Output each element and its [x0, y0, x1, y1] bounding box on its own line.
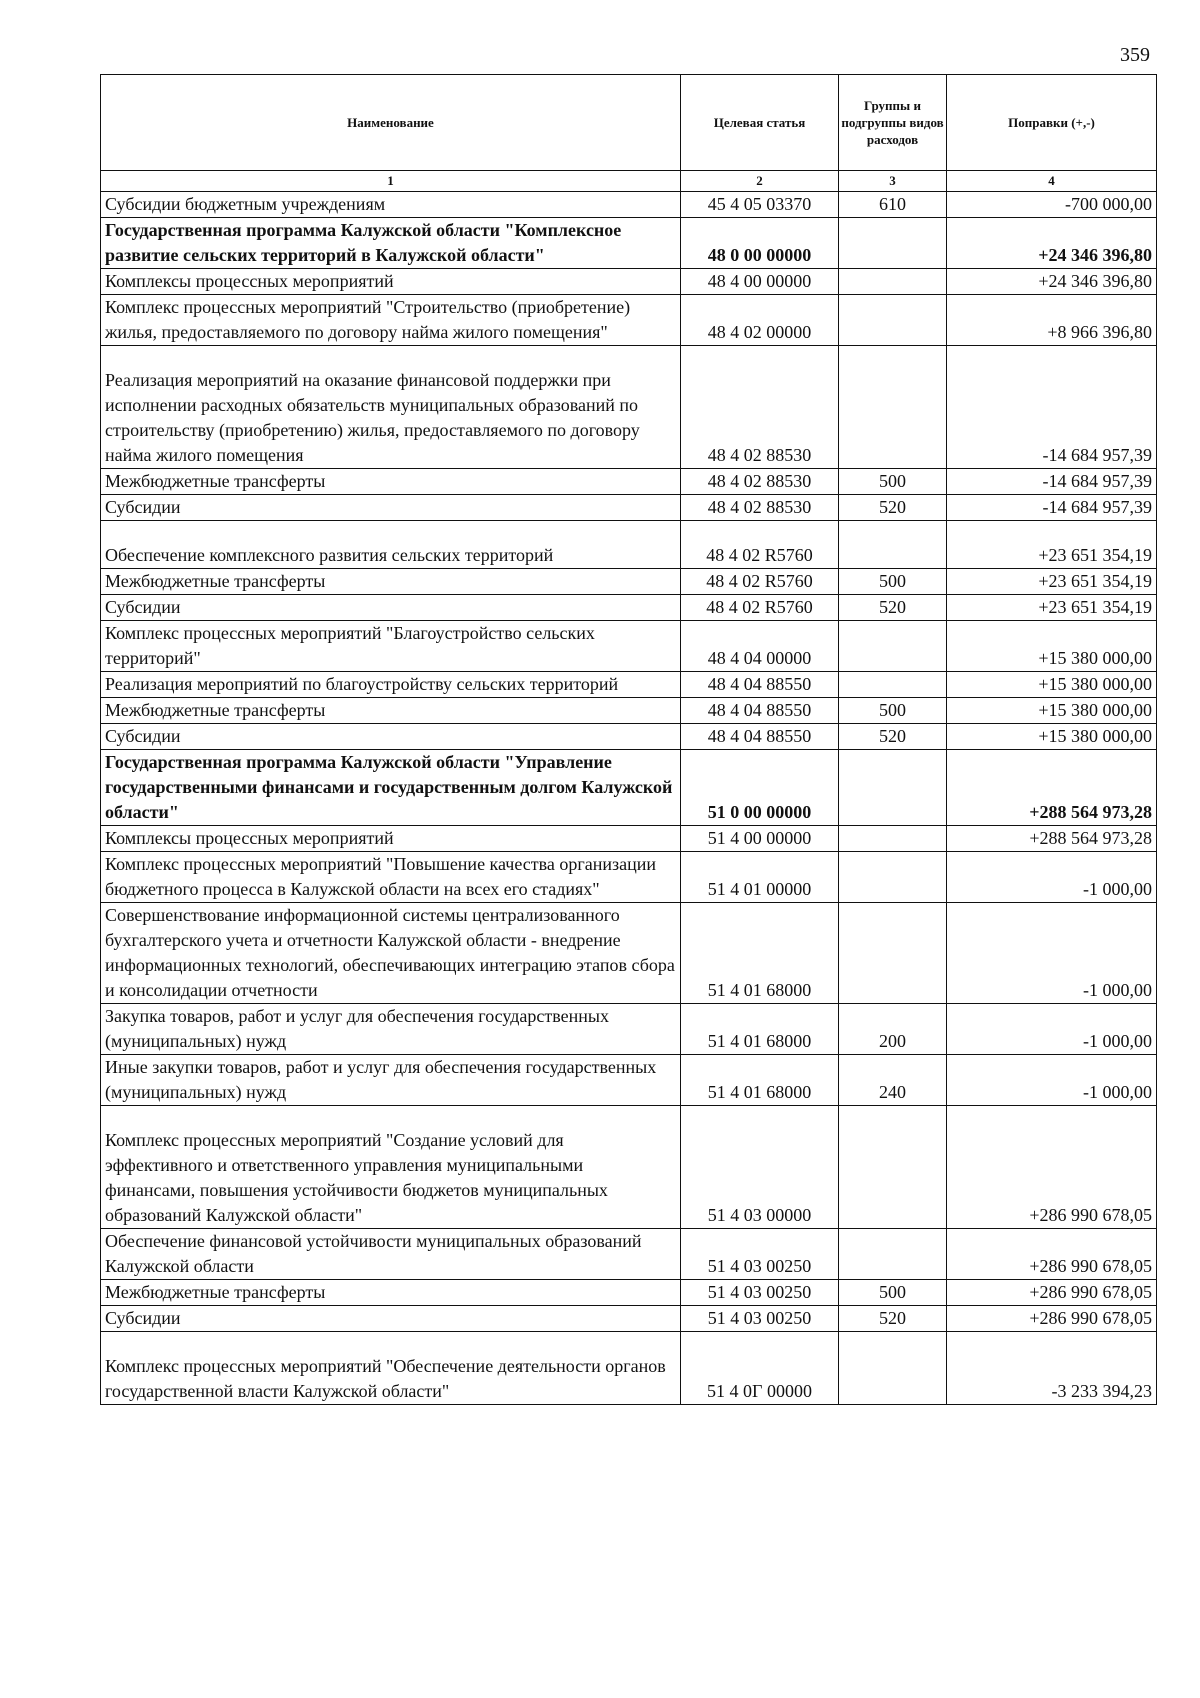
row-name: Комплекс процессных мероприятий "Создание условий для эффективного и ответственного управления муниципальными финансами, повышения устойчивости бюджетов муниципальных образований Калужской области" — [101, 1106, 681, 1229]
row-target-article: 48 4 02 R5760 — [681, 595, 839, 621]
row-expense-group — [839, 295, 947, 346]
column-number: 1 — [101, 171, 681, 192]
row-name: Субсидии — [101, 595, 681, 621]
row-name: Межбюджетные трансферты — [101, 698, 681, 724]
row-amendment-amount: +286 990 678,05 — [947, 1106, 1157, 1229]
table-row — [101, 724, 1157, 750]
row-expense-group — [839, 218, 947, 269]
row-amendment-amount: +15 380 000,00 — [947, 672, 1157, 698]
row-name: Субсидии бюджетным учреждениям — [101, 192, 681, 218]
row-name: Комплекс процессных мероприятий "Обеспечение деятельности органов государственной власти Калужской области" — [101, 1332, 681, 1405]
row-target-article: 48 4 02 88530 — [681, 469, 839, 495]
row-amendment-amount: +23 651 354,19 — [947, 595, 1157, 621]
row-target-article: 51 4 01 00000 — [681, 852, 839, 903]
row-amendment-amount: +23 651 354,19 — [947, 569, 1157, 595]
row-name: Государственная программа Калужской области "Комплексное развитие сельских территорий в Калужской области" — [101, 218, 681, 269]
table-row — [101, 495, 1157, 521]
row-expense-group: 500 — [839, 1280, 947, 1306]
row-expense-group: 520 — [839, 495, 947, 521]
row-expense-group — [839, 672, 947, 698]
row-target-article: 48 4 00 00000 — [681, 269, 839, 295]
table-row — [101, 521, 1157, 569]
table-row — [101, 750, 1157, 826]
row-expense-group: 520 — [839, 724, 947, 750]
row-name: Совершенствование информационной системы централизованного бухгалтерского учета и отчетности Калужской области - внедрение информационных технологий, обеспечивающих интеграцию этапов сбора и консолидации отчетности — [101, 903, 681, 1004]
row-expense-group: 500 — [839, 469, 947, 495]
row-target-article: 48 4 02 88530 — [681, 495, 839, 521]
row-amendment-amount: -700 000,00 — [947, 192, 1157, 218]
row-target-article: 51 4 01 68000 — [681, 1055, 839, 1106]
row-expense-group: 500 — [839, 569, 947, 595]
table-row — [101, 346, 1157, 469]
table-row — [101, 192, 1157, 218]
row-amendment-amount: +23 651 354,19 — [947, 521, 1157, 569]
column-number: 3 — [839, 171, 947, 192]
row-expense-group — [839, 621, 947, 672]
row-target-article: 48 4 04 00000 — [681, 621, 839, 672]
table-row — [101, 852, 1157, 903]
row-target-article: 48 4 04 88550 — [681, 672, 839, 698]
row-target-article: 48 4 04 88550 — [681, 724, 839, 750]
row-name: Субсидии — [101, 495, 681, 521]
header-amendments: Поправки (+,-) — [947, 75, 1157, 171]
row-name: Субсидии — [101, 1306, 681, 1332]
table-row — [101, 1004, 1157, 1055]
row-target-article: 51 4 03 00250 — [681, 1229, 839, 1280]
row-expense-group — [839, 521, 947, 569]
row-amendment-amount: -3 233 394,23 — [947, 1332, 1157, 1405]
row-amendment-amount: +24 346 396,80 — [947, 218, 1157, 269]
row-name: Реализация мероприятий по благоустройству сельских территорий — [101, 672, 681, 698]
row-expense-group: 500 — [839, 698, 947, 724]
header-row — [101, 75, 1157, 171]
row-expense-group — [839, 346, 947, 469]
row-target-article: 51 4 03 00250 — [681, 1280, 839, 1306]
row-amendment-amount: -14 684 957,39 — [947, 495, 1157, 521]
row-name: Закупка товаров, работ и услуг для обеспечения государственных (муниципальных) нужд — [101, 1004, 681, 1055]
row-target-article: 48 4 02 R5760 — [681, 569, 839, 595]
header-target-article: Целевая статья — [681, 75, 839, 171]
row-target-article: 51 4 03 00000 — [681, 1106, 839, 1229]
table-row — [101, 269, 1157, 295]
row-name: Обеспечение комплексного развития сельских территорий — [101, 521, 681, 569]
row-amendment-amount: -14 684 957,39 — [947, 469, 1157, 495]
table-row — [101, 826, 1157, 852]
row-amendment-amount: -1 000,00 — [947, 1055, 1157, 1106]
row-expense-group: 240 — [839, 1055, 947, 1106]
row-expense-group — [839, 903, 947, 1004]
table-row — [101, 1229, 1157, 1280]
table-row — [101, 1306, 1157, 1332]
row-name: Субсидии — [101, 724, 681, 750]
table-row — [101, 569, 1157, 595]
table-row — [101, 1106, 1157, 1229]
table-body — [101, 192, 1157, 1405]
table-row — [101, 1280, 1157, 1306]
row-amendment-amount: +15 380 000,00 — [947, 724, 1157, 750]
row-amendment-amount: +8 966 396,80 — [947, 295, 1157, 346]
table-row — [101, 218, 1157, 269]
table-row — [101, 469, 1157, 495]
row-amendment-amount: +288 564 973,28 — [947, 826, 1157, 852]
table-row — [101, 295, 1157, 346]
column-number: 4 — [947, 171, 1157, 192]
row-expense-group: 200 — [839, 1004, 947, 1055]
row-amendment-amount: +286 990 678,05 — [947, 1306, 1157, 1332]
row-target-article: 51 4 03 00250 — [681, 1306, 839, 1332]
row-target-article: 51 4 01 68000 — [681, 1004, 839, 1055]
header-expense-groups: Группы и подгруппы видов расходов — [839, 75, 947, 171]
row-target-article: 51 4 01 68000 — [681, 903, 839, 1004]
row-target-article: 51 4 00 00000 — [681, 826, 839, 852]
row-name: Комплекс процессных мероприятий "Строительство (приобретение) жилья, предоставляемого по договору найма жилого помещения" — [101, 295, 681, 346]
row-amendment-amount: +24 346 396,80 — [947, 269, 1157, 295]
row-target-article: 48 0 00 00000 — [681, 218, 839, 269]
row-expense-group — [839, 1332, 947, 1405]
table-row — [101, 1055, 1157, 1106]
row-target-article: 48 4 02 88530 — [681, 346, 839, 469]
row-amendment-amount: +15 380 000,00 — [947, 698, 1157, 724]
table-row — [101, 1332, 1157, 1405]
row-amendment-amount: +288 564 973,28 — [947, 750, 1157, 826]
column-numbers-row — [101, 171, 1157, 192]
row-name: Межбюджетные трансферты — [101, 1280, 681, 1306]
row-name: Межбюджетные трансферты — [101, 569, 681, 595]
column-number: 2 — [681, 171, 839, 192]
row-target-article: 45 4 05 03370 — [681, 192, 839, 218]
row-expense-group — [839, 852, 947, 903]
row-name: Обеспечение финансовой устойчивости муниципальных образований Калужской области — [101, 1229, 681, 1280]
row-amendment-amount: +286 990 678,05 — [947, 1229, 1157, 1280]
row-name: Комплекс процессных мероприятий "Благоустройство сельских территорий" — [101, 621, 681, 672]
row-target-article: 51 0 00 00000 — [681, 750, 839, 826]
row-expense-group — [839, 750, 947, 826]
row-expense-group: 610 — [839, 192, 947, 218]
row-amendment-amount: +15 380 000,00 — [947, 621, 1157, 672]
row-expense-group: 520 — [839, 595, 947, 621]
row-amendment-amount: -1 000,00 — [947, 1004, 1157, 1055]
row-target-article: 48 4 02 00000 — [681, 295, 839, 346]
header-name: Наименование — [101, 75, 681, 171]
row-amendment-amount: -1 000,00 — [947, 852, 1157, 903]
row-expense-group — [839, 1229, 947, 1280]
row-target-article: 48 4 04 88550 — [681, 698, 839, 724]
table-row — [101, 698, 1157, 724]
row-name: Комплекс процессных мероприятий "Повышение качества организации бюджетного процесса в Калужской области на всех его стадиях" — [101, 852, 681, 903]
row-name: Иные закупки товаров, работ и услуг для обеспечения государственных (муниципальных) нужд — [101, 1055, 681, 1106]
table-row — [101, 672, 1157, 698]
row-target-article: 48 4 02 R5760 — [681, 521, 839, 569]
table-row — [101, 595, 1157, 621]
row-amendment-amount: +286 990 678,05 — [947, 1280, 1157, 1306]
table-row — [101, 903, 1157, 1004]
row-expense-group — [839, 826, 947, 852]
budget-amendments-table — [100, 74, 1157, 1405]
row-expense-group — [839, 1106, 947, 1229]
row-name: Межбюджетные трансферты — [101, 469, 681, 495]
page-number: 359 — [1120, 44, 1150, 66]
row-amendment-amount: -1 000,00 — [947, 903, 1157, 1004]
table-row — [101, 621, 1157, 672]
row-amendment-amount: -14 684 957,39 — [947, 346, 1157, 469]
row-expense-group: 520 — [839, 1306, 947, 1332]
row-name: Государственная программа Калужской области "Управление государственными финансами и государственным долгом Калужской области" — [101, 750, 681, 826]
row-name: Комплексы процессных мероприятий — [101, 269, 681, 295]
row-name: Реализация мероприятий на оказание финансовой поддержки при исполнении расходных обязательств муниципальных образований по строительству (приобретению) жилья, предоставляемого по договору найма жилого помещения — [101, 346, 681, 469]
row-target-article: 51 4 0Г 00000 — [681, 1332, 839, 1405]
row-expense-group — [839, 269, 947, 295]
row-name: Комплексы процессных мероприятий — [101, 826, 681, 852]
